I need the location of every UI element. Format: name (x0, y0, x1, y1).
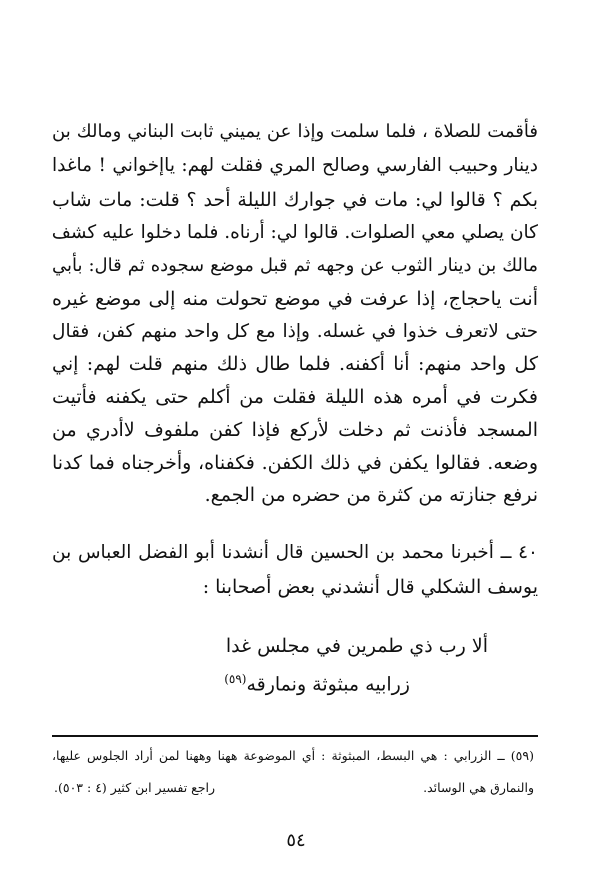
body-line-8: كل واحد منهم: أنا أكفنه. فلما طال ذلك منهم قلت لهم: إني (52, 353, 538, 375)
footnote-ref: (٥٩) (224, 672, 247, 686)
body-line-2: دينار وحبيب الفارسي وصالح المري فقلت لهم: ياإخواني ! ماغدا (52, 155, 538, 176)
body-line-4: كان يصلي معي الصلوات. قالوا لي: أرناه. فلما دخلوا عليه كشف (51, 222, 538, 243)
body-line-7: حتى لاتعرف خذوا في غسله. وإذا مع كل واحد منهم كفن، فقال (52, 321, 538, 342)
body-line-12: نرفع جنازته من كثرة من حضره من الجمع. (204, 484, 538, 506)
body-line-11: وضعه. فقالوا يكفن في ذلك الكفن. فكفناه، وأخرجناه فما كدنا (52, 452, 538, 474)
item-40-line-1: ٤٠ ــ أخبرنا محمد بن الحسين قال أنشدنا أبو الفضل العباس بن (52, 542, 538, 563)
body-line-6: أنت ياحجاج، إذا عرفت في موضع تحولت منه إلى موضع غيره (52, 288, 538, 310)
footnote-line-2: والنمارق هي الوسائد. (423, 780, 534, 795)
body-line-9: فكرت في أمره هذه الليلة فقلت من أكلم حتى يكفنه فأتيت (52, 386, 538, 408)
body-line-1: فأقمت للصلاة ، فلما سلمت وإذا عن يميني ثابت البناني ومالك بن (52, 121, 538, 142)
footnote-line-1: (٥٩) ــ الزرابي : هي البسط، المبثوثة : أي الموضوعة ههنا وههنا لمن أراد الجلوس عليها، (52, 748, 534, 763)
verse-line-2 (224, 663, 410, 700)
body-line-5: مالك بن دينار الثوب عن وجهه ثم قبل موضع سجوده ثم قال: بأبي (52, 255, 538, 276)
body-line-10: المسجد فأذنت ثم دخلت لأركع فإذا كفن ملفوف لاأدري من (52, 419, 538, 441)
item-40-line-2: يوسف الشكلي قال أنشدني بعض أصحابنا : (202, 576, 538, 598)
body-line-3: بكم ؟ قالوا لي: مات في جوارك الليلة أحد ؟ قلت: مات شاب (52, 189, 538, 211)
footnote-source: راجع تفسير ابن كثير (٤ : ٥٠٣). (54, 780, 216, 795)
verse-line-1: ألا رب ذي طمرين في مجلس غدا (225, 635, 488, 657)
verse-line-2-text: زرابيه مبثوثة ونمارقه (246, 673, 410, 696)
footnote-separator (52, 735, 538, 737)
page-number: ٥٤ (286, 830, 306, 851)
